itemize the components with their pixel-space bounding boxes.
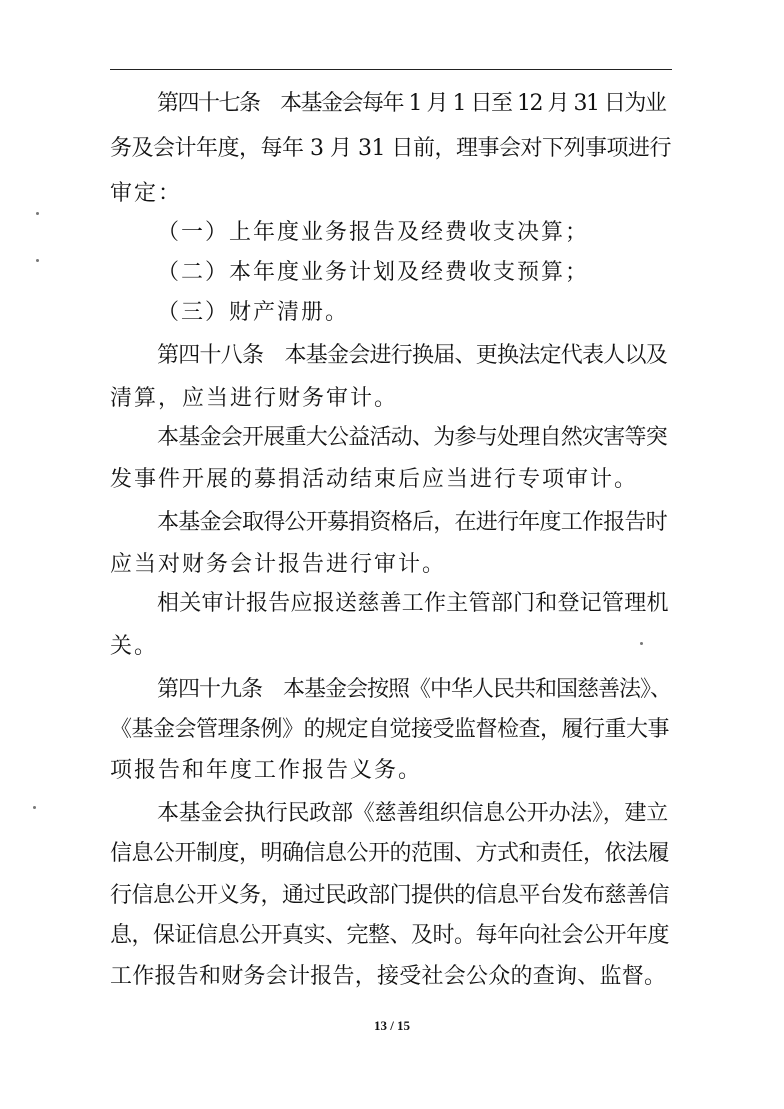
article-49-line-1: 第四十九条 本基金会按照《中华人民共和国慈善法》、 (157, 677, 672, 702)
page-number: 13 / 15 (373, 1018, 411, 1033)
article-48-line-1: 第四十八条 本基金会进行换届、更换法定代表人以及 (157, 343, 668, 368)
fundraising-audit-line-2: 应当对财务会计报告进行审计。 (110, 552, 447, 577)
special-audit-line-2: 发事件开展的募捐活动结束后应当进行专项审计。 (110, 467, 639, 492)
disclosure-line-4: 息，保证信息公开真实、完整、及时。每年向社会公开年度 (110, 923, 670, 948)
disclosure-line-1: 本基金会执行民政部《慈善组织信息公开办法》，建立 (157, 801, 669, 826)
article-49-line-2: 《基金会管理条例》的规定自觉接受监督检查，履行重大事 (110, 717, 670, 742)
scan-speck (36, 259, 39, 262)
list-item-1: （一）上年度业务报告及经费收支决算； (157, 220, 590, 245)
disclosure-line-3: 行信息公开义务，通过民政部门提供的信息平台发布慈善信 (110, 883, 670, 908)
fundraising-audit-line-1: 本基金会取得公开募捐资格后，在进行年度工作报告时 (157, 510, 668, 535)
list-item-3: （三）财产清册。 (157, 300, 350, 325)
header-rule (110, 69, 672, 70)
list-item-2: （二）本年度业务计划及经费收支预算； (157, 260, 590, 285)
report-submission-line-1: 相关审计报告应报送慈善工作主管部门和登记管理机 (157, 591, 669, 616)
article-47-line-3: 审定： (110, 181, 183, 206)
article-49-line-3: 项报告和年度工作报告义务。 (110, 758, 423, 783)
article-47-line-1: 第四十七条 本基金会每年 1 月 1 日至 12 月 31 日为业 (157, 91, 666, 116)
scan-speck (640, 642, 643, 645)
article-47-line-2: 务及会计年度，每年 3 月 31 日前，理事会对下列事项进行 (110, 136, 671, 161)
report-submission-line-2: 关。 (110, 634, 159, 659)
special-audit-line-1: 本基金会开展重大公益活动、为参与处理自然灾害等突 (157, 425, 668, 450)
scan-speck (36, 212, 39, 215)
scan-speck (33, 806, 36, 809)
article-48-line-2: 清算，应当进行财务审计。 (110, 386, 399, 411)
disclosure-line-2: 信息公开制度，明确信息公开的范围、方式和责任，依法履 (110, 841, 670, 866)
disclosure-line-5: 工作报告和财务会计报告，接受社会公众的查询、监督。 (110, 964, 667, 989)
